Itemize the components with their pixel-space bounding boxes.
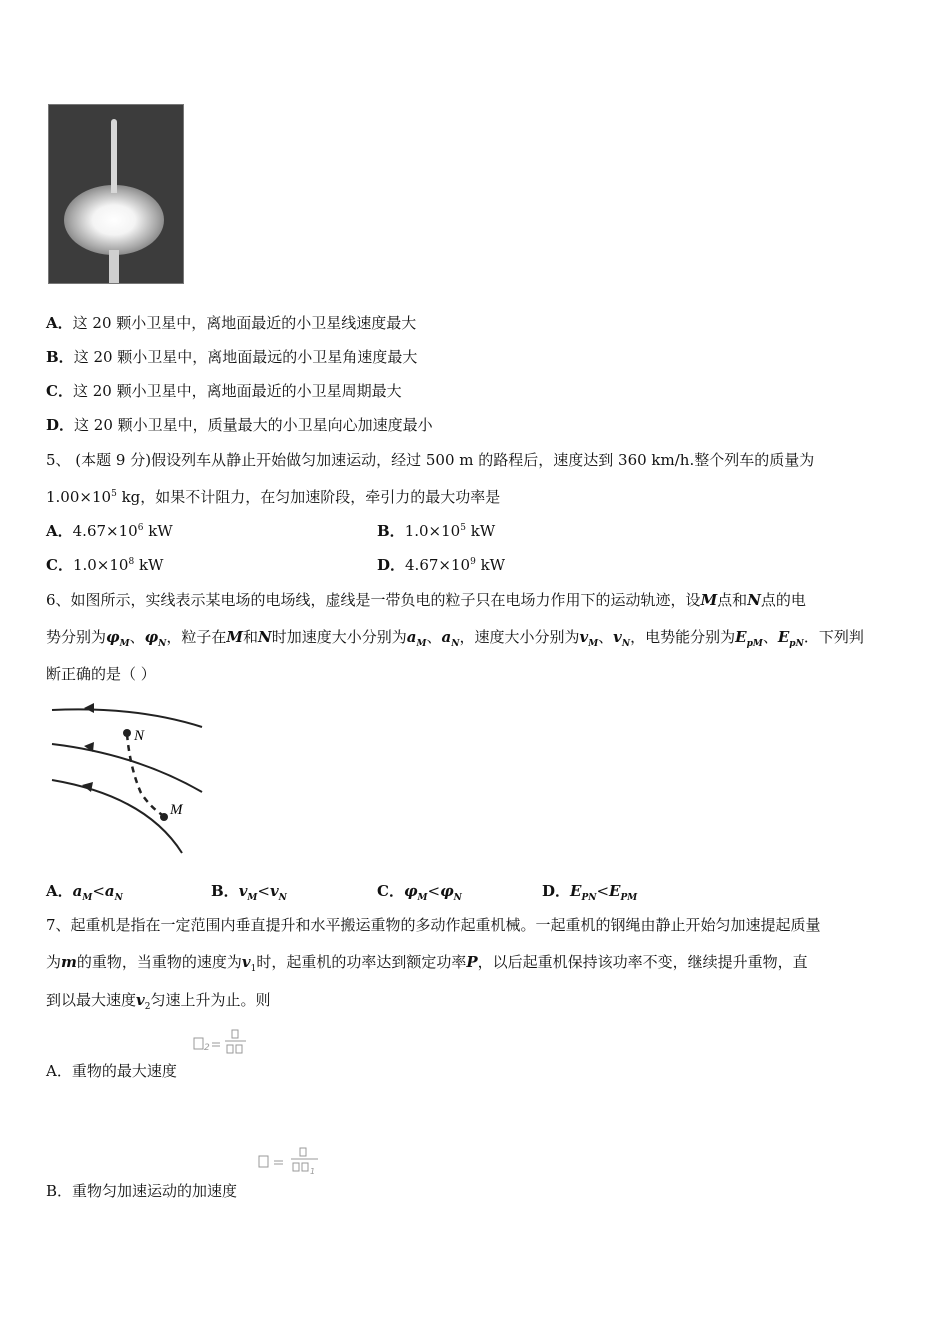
q7-option-a: A．重物的最大速度 [46,1062,177,1080]
q4-option-b: B．这 20 颗小卫星中，离地面最远的小卫星角速度最大 [46,348,418,366]
q7-stem-line2: 为m的重物，当重物的速度为$v_1$时，起重机的功率达到额定功率P，以后起重机保持该功率不变，继续提升重物，直 [46,953,808,974]
point-n [123,729,131,737]
electric-field-figure [46,698,216,860]
q5-stem-line2: $1.00\times 10^5$ kg，如果不计阻力，在匀加速阶段，牵引力的最大功率是 [46,488,501,506]
q6-option-d: D．$E_{PN}<E_{PM}$ [542,882,638,903]
rocket-launch-photo [48,104,184,284]
q7-stem-line3: 到以最大速度$v_2$匀速上升为止。则 [46,991,271,1012]
q4-option-d: D．这 20 颗小卫星中，质量最大的小卫星向心加速度最小 [46,416,433,434]
trajectory-dashed [127,734,164,816]
rocket [111,119,117,193]
q7-stem-line1: 7、起重机是指在一定范围内垂直提升和水平搬运重物的多动作起重机械。一起重机的钢绳由静止开始匀加速提起质量 [46,916,821,934]
q5-option-c: C．$1.0\times 10^8$ kW [46,556,164,574]
launch-plume [109,250,119,283]
label-m: M [170,802,183,818]
point-m [160,813,168,821]
svg-text:2: 2 [204,1043,210,1053]
q6-stem-line3: 断正确的是（ ） [46,665,156,683]
q6-stem-line1: 6、如图所示，实线表示某电场的电场线，虚线是一带负电的粒子只在电场力作用下的运动轨迹，设M点和N点的电 [46,591,806,609]
q6-option-b: B．$v_M<v_N$ [211,882,287,903]
q5-option-d: D．$4.67\times 10^9$ kW [377,556,506,574]
q4-option-c: C．这 20 颗小卫星中，离地面最近的小卫星周期最大 [46,382,402,400]
label-n: N [134,728,145,744]
q6-stem-line2: 势分别为$\varphi_M$、$\varphi_N$，粒子在M和N时加速度大小分别为$a_M$、$a_N$，速度大小分别为$v_M$、$v_N$，电势能分别为$E_{pM}$、$E_{pN}$．下列判 [46,628,864,649]
q7-option-b: B．重物匀加速运动的加速度 [46,1182,238,1200]
formula-max-speed [192,1028,254,1064]
field-line [52,709,202,727]
q6-option-c: C．$\varphi_M<\varphi_N$ [377,882,462,903]
arrow-left-icon [84,703,94,713]
q6-option-a: A．$a_M<a_N$ [46,882,123,903]
launch-smoke [64,185,164,255]
q4-option-a: A．这 20 颗小卫星中，离地面最近的小卫星线速度最大 [46,314,417,332]
formula-acceleration [256,1146,320,1184]
svg-text:1: 1 [310,1167,316,1176]
q5-option-b: B．$1.0\times 10^5$ kW [377,522,496,540]
q5-option-a: A．$4.67\times 10^6$ kW [46,522,173,540]
q5-stem-line1: 5、 (本题 9 分)假设列车从静止开始做匀加速运动，经过 500 m 的路程后，速度达到 360 km/h.整个列车的质量为 [46,451,815,469]
